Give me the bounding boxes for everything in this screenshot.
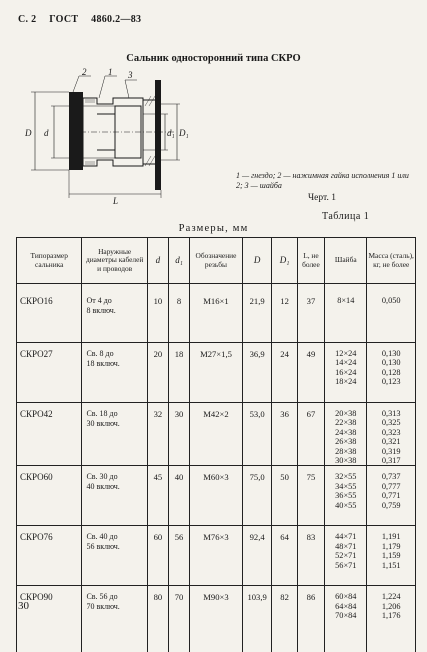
cell-D1 (272, 526, 297, 586)
cell-diameters (82, 466, 147, 526)
table-row (17, 343, 416, 403)
cell-value: 36 (280, 409, 289, 419)
cell-value: 70 включ. (86, 602, 120, 612)
table-row (17, 586, 416, 652)
dim-d1: d₁ (167, 128, 175, 138)
callout-3: 3 (128, 70, 133, 80)
cell-value: 0,128 (381, 367, 401, 377)
cell-value: 0,319 (381, 446, 401, 456)
cell-value: 0,759 (381, 500, 401, 510)
cell-d (147, 526, 168, 586)
cell-value: 34×55 (335, 481, 357, 491)
col-header-diameters: Наружные диаметры кабелей и проводов (82, 238, 147, 284)
cell-value: 83 (306, 532, 316, 543)
cell-type (17, 343, 82, 403)
col-header-thread: Обозначение резьбы (190, 238, 243, 284)
cell-L (297, 466, 324, 526)
cell-value: СКРО42 (20, 409, 53, 419)
cell-D1 (272, 466, 297, 526)
cell-washer (325, 526, 367, 586)
cell-value: Св. 18 до (86, 409, 118, 418)
cell-value: 28×38 (335, 446, 357, 456)
page-number: 30 (18, 600, 29, 612)
cell-value: 0,130 (381, 349, 401, 358)
cell-value: 1,179 (381, 541, 401, 551)
cell-value: 1,206 (381, 601, 401, 611)
cell-value: 8 (176, 296, 182, 306)
cell-D1 (272, 586, 297, 652)
col-header-D: D (242, 238, 272, 284)
cell-value: 0,130 (381, 358, 401, 368)
page-header (18, 14, 151, 25)
cell-value: М27×1,5 (200, 349, 232, 359)
cell-thread (190, 343, 243, 403)
cell-value: 0,123 (381, 377, 401, 387)
cell-value: СКРО16 (20, 296, 53, 306)
cell-thread (190, 586, 243, 652)
cell-value: 1,159 (381, 551, 401, 561)
cell-value: М76×3 (203, 532, 229, 543)
dim-d: d (44, 128, 49, 138)
cell-value: 82 (280, 592, 289, 603)
cell-value: 52×71 (335, 551, 357, 561)
cell-value: 103,9 (247, 592, 267, 603)
col-header-d: d (147, 238, 168, 284)
cell-type (17, 586, 82, 652)
cell-value: СКРО27 (20, 349, 53, 359)
figure-caption: Черт. 1 (308, 193, 336, 203)
cell-value: 50 (280, 472, 289, 483)
cell-value: 40 включ. (86, 482, 120, 492)
cell-value: 56 (174, 532, 184, 543)
callout-2: 2 (82, 67, 87, 77)
standard-label: ГОСТ (49, 14, 79, 25)
cell-thread (190, 466, 243, 526)
cell-type (17, 526, 82, 586)
cell-diameters (82, 526, 147, 586)
cell-D1 (272, 284, 297, 343)
cell-d1 (168, 403, 189, 466)
cell-value: 49 (306, 349, 316, 359)
cell-value: 1,151 (381, 560, 401, 570)
cell-D (242, 403, 272, 466)
cell-value: 0,325 (381, 418, 401, 428)
cell-value: 92,4 (249, 532, 265, 543)
cell-value: 0,323 (381, 427, 401, 437)
dim-L: L (113, 196, 119, 206)
cell-mass (367, 466, 416, 526)
cell-mass (367, 284, 416, 343)
cell-value: 30 включ. (86, 419, 120, 428)
cell-d1 (168, 284, 189, 343)
cell-value: Св. 56 до (86, 592, 118, 602)
cell-diameters (82, 403, 147, 466)
cell-value: 0,737 (381, 472, 401, 482)
cell-value: 56×71 (335, 560, 357, 570)
cell-value: Св. 40 до (86, 532, 118, 542)
cell-type (17, 403, 82, 466)
cell-value: 0,777 (381, 481, 401, 491)
cell-value: 70×84 (335, 611, 357, 621)
cell-washer (325, 403, 367, 466)
cell-type (17, 466, 82, 526)
cell-value: 0,317 (381, 456, 401, 466)
document-title: Сальник односторонний типа СКРО (126, 53, 301, 64)
col-header-L: L, не более (297, 238, 324, 284)
standard-number: 4860.2—83 (91, 14, 142, 25)
cell-value: 40×55 (335, 500, 357, 510)
cell-value: 32×55 (335, 472, 357, 482)
cell-value: 36,9 (249, 349, 265, 359)
cell-value: От 4 до (86, 296, 112, 305)
cell-value: 16×24 (335, 367, 357, 377)
table-row (17, 403, 416, 466)
cell-type (17, 284, 82, 343)
cell-d1 (168, 526, 189, 586)
cell-value: 20 (153, 349, 163, 359)
cell-value: 60 (153, 532, 163, 543)
cell-value: 18 (174, 349, 184, 359)
cell-value: М60×3 (203, 472, 229, 483)
cell-D (242, 586, 272, 652)
cell-thread (190, 526, 243, 586)
table-row (17, 284, 416, 343)
table-row (17, 466, 416, 526)
cell-value: М90×3 (203, 592, 229, 603)
col-header-D1: D₁ (272, 238, 297, 284)
cell-mass (367, 343, 416, 403)
cell-mass (367, 526, 416, 586)
cell-washer (325, 343, 367, 403)
cell-value: 86 (306, 592, 316, 603)
cell-d (147, 466, 168, 526)
cell-value: 8×14 (337, 296, 355, 305)
cell-value: 75 (306, 472, 316, 483)
cell-value: 0,050 (381, 296, 401, 305)
cell-value: 70 (174, 592, 184, 603)
cell-value: Св. 30 до (86, 472, 118, 482)
cell-washer (325, 466, 367, 526)
page-label: С. 2 (18, 14, 37, 25)
gland-drawing (25, 66, 215, 206)
cell-value: 56 включ. (86, 542, 120, 552)
cell-value: 24×38 (335, 427, 357, 437)
col-header-d1: d₁ (168, 238, 189, 284)
cell-value: 8 включ. (86, 306, 116, 315)
cell-value: СКРО76 (20, 532, 53, 543)
cell-value: 45 (153, 472, 163, 483)
col-header-type: Типоразмер сальника (17, 238, 82, 284)
cell-value: 18 включ. (86, 359, 120, 368)
cell-value: 37 (306, 296, 316, 306)
cell-value: 21,9 (249, 296, 265, 306)
cell-thread (190, 403, 243, 466)
cell-value: 22×38 (335, 418, 357, 428)
cell-mass (367, 586, 416, 652)
dim-D: D (25, 128, 32, 138)
sizes-table (16, 237, 416, 652)
cell-d (147, 586, 168, 652)
cell-L (297, 403, 324, 466)
cell-L (297, 526, 324, 586)
cell-D1 (272, 343, 297, 403)
cell-value: 12 (280, 296, 289, 306)
dim-D1: D₁ (179, 128, 189, 138)
cell-value: 80 (153, 592, 163, 603)
col-header-mass: Масса (сталь), кг, не более (367, 238, 416, 284)
cell-washer (325, 586, 367, 652)
cell-d (147, 343, 168, 403)
cell-value: 60×84 (335, 592, 357, 602)
cell-value: 1,176 (381, 611, 401, 621)
cell-value: 26×38 (335, 437, 357, 447)
cell-D1 (272, 403, 297, 466)
cell-value: 1,224 (381, 592, 401, 602)
cell-value: 48×71 (335, 541, 357, 551)
cell-value: 40 (174, 472, 184, 483)
cell-diameters (82, 343, 147, 403)
cell-value: 64 (280, 532, 289, 543)
cell-value: 12×24 (335, 349, 357, 358)
cell-value: 24 (280, 349, 289, 359)
cell-value: 0,771 (381, 491, 401, 501)
cell-value: 1,191 (381, 532, 401, 542)
cell-d (147, 284, 168, 343)
cell-value: 18×24 (335, 377, 357, 387)
cell-value: 10 (153, 296, 163, 306)
cell-value: Св. 8 до (86, 349, 114, 358)
cell-value: М42×2 (203, 409, 229, 419)
drawing-legend: 1 — гнездо; 2 — нажимная гайка исполнения 1 или 2; 3 — шайба (236, 171, 409, 190)
cell-D (242, 284, 272, 343)
cell-L (297, 284, 324, 343)
cell-d1 (168, 466, 189, 526)
callout-1: 1 (108, 67, 113, 77)
cell-value: 14×24 (335, 358, 357, 368)
cell-value: 36×55 (335, 491, 357, 501)
cell-d1 (168, 586, 189, 652)
cell-D (242, 526, 272, 586)
cell-value: СКРО60 (20, 472, 53, 483)
table-number: Таблица 1 (322, 211, 370, 222)
cell-value: 75,0 (249, 472, 265, 483)
cell-value: 0,321 (381, 437, 401, 447)
cell-value: 67 (306, 409, 316, 419)
cell-diameters (82, 284, 147, 343)
cell-value: 30×38 (335, 456, 357, 466)
cell-value: 53,0 (249, 409, 265, 419)
cell-mass (367, 403, 416, 466)
cell-diameters (82, 586, 147, 652)
cell-washer (325, 284, 367, 343)
cell-value: СКРО90 (20, 592, 53, 603)
cell-D (242, 466, 272, 526)
cell-value: 20×38 (335, 409, 357, 418)
cell-thread (190, 284, 243, 343)
table-row (17, 526, 416, 586)
cell-value: 30 (174, 409, 184, 419)
cell-value: М16×1 (203, 296, 229, 306)
cell-L (297, 343, 324, 403)
col-header-washer: Шайба (325, 238, 367, 284)
cell-value: 0,313 (381, 409, 401, 418)
cell-value: 44×71 (335, 532, 357, 542)
cell-d (147, 403, 168, 466)
cell-value: 32 (153, 409, 163, 419)
cell-value: 64×84 (335, 601, 357, 611)
table-header-row (17, 238, 416, 284)
cell-L (297, 586, 324, 652)
sizes-caption: Размеры, мм (178, 223, 249, 234)
cell-d1 (168, 343, 189, 403)
cell-D (242, 343, 272, 403)
